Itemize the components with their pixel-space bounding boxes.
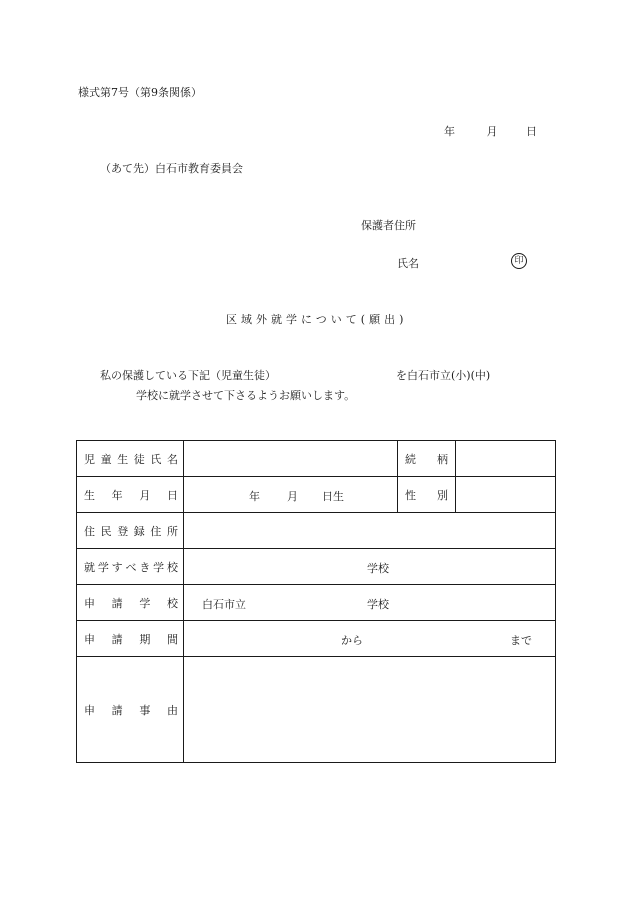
label-registered-address-text: 住 民 登 録 住 所 (84, 524, 178, 538)
birth-month-unit: 月 (287, 490, 298, 503)
seal-mark: 印 (511, 253, 527, 269)
label-relation-text: 続 柄 (405, 452, 448, 466)
guardian-name-label: 氏名 (397, 257, 419, 270)
birth-day-unit: 日生 (322, 490, 344, 503)
apply-school-prefix: 白石市立 (202, 598, 246, 611)
table-row-period (77, 621, 556, 657)
label-period-text: 申 請 期 間 (84, 632, 178, 646)
label-birthdate (77, 477, 184, 513)
table-row-school-should (77, 549, 556, 585)
application-table (76, 440, 556, 763)
field-reason[interactable] (184, 657, 556, 763)
period-to: まで (510, 634, 532, 647)
addressee: （あて先）白石市教育委員会 (100, 162, 243, 175)
field-relation[interactable] (456, 441, 556, 477)
label-apply-school-text: 申 請 学 校 (84, 596, 178, 610)
date-year: 年 (444, 125, 455, 138)
label-period (77, 621, 184, 657)
label-gender-text: 性 別 (405, 488, 448, 502)
field-period[interactable] (184, 621, 556, 657)
guardian-address-label: 保護者住所 (361, 219, 416, 232)
table-row-birth (77, 477, 556, 513)
field-apply-school[interactable] (184, 585, 556, 621)
label-gender (398, 477, 456, 513)
label-relation (398, 441, 456, 477)
label-registered-address (77, 513, 184, 549)
table-row-apply-school (77, 585, 556, 621)
field-birthdate[interactable] (184, 477, 398, 513)
table-row-reason (77, 657, 556, 763)
document-title: 区域外就学について(願出) (226, 313, 408, 326)
date-day: 日 (526, 125, 537, 138)
label-school-should-text: 就 学 す べ き 学 校 (84, 560, 178, 574)
form-id: 様式第7号（第9条関係） (78, 86, 202, 99)
table-row-name (77, 441, 556, 477)
label-student-name-text: 児 童 生 徒 氏 名 (84, 452, 178, 466)
label-birthdate-text: 生 年 月 日 (84, 488, 178, 502)
field-registered-address[interactable] (184, 513, 556, 549)
field-student-name[interactable] (184, 441, 398, 477)
label-student-name (77, 441, 184, 477)
school-should-suffix: 学校 (367, 562, 389, 575)
apply-school-suffix: 学校 (367, 598, 389, 611)
date-month: 月 (486, 125, 498, 138)
field-gender[interactable] (456, 477, 556, 513)
field-school-should[interactable] (184, 549, 556, 585)
period-from: から (341, 634, 363, 647)
label-reason (77, 657, 184, 763)
request-line2: 学校に就学させて下さるようお願いします。 (136, 389, 356, 402)
label-apply-school (77, 585, 184, 621)
date-line (444, 123, 537, 139)
label-reason-text: 申 請 事 由 (84, 703, 178, 717)
table-row-address (77, 513, 556, 549)
label-school-should (77, 549, 184, 585)
request-line1-b: を白石市立(小)(中) (396, 369, 491, 382)
birth-year-unit: 年 (249, 490, 260, 503)
request-line1-a: 私の保護している下記（児童生徒） (100, 369, 276, 382)
